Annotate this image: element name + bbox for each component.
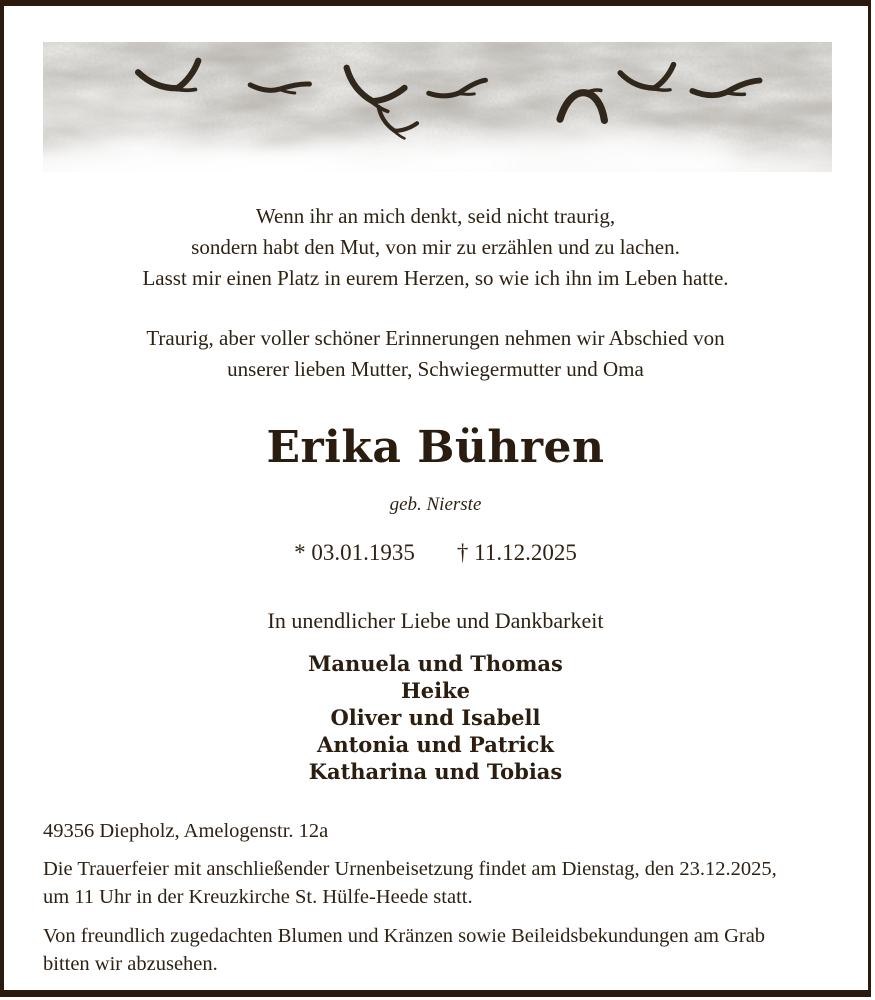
- funeral-info-line: Die Trauerfeier mit anschließender Urnenbeisetzung findet am Dienstag, den 23.12.2025,: [43, 858, 777, 880]
- death-date: † 11.12.2025: [456, 540, 577, 565]
- mourner-name: Oliver und Isabell: [330, 705, 541, 730]
- poem-line: Lasst mir einen Platz in eurem Herzen, so wie ich ihn im Leben hatte.: [142, 266, 729, 290]
- mourner-name: Manuela und Thomas: [308, 651, 563, 676]
- maiden-name: geb. Nierste: [389, 494, 482, 515]
- funeral-info-line: um 11 Uhr in der Kreuzkirche St. Hülfe-Heede statt.: [43, 886, 473, 908]
- flying-cranes-illustration: [43, 42, 832, 172]
- mourner-name: Heike: [400, 678, 471, 703]
- funeral-information: [43, 855, 855, 911]
- farewell-intro: [4, 323, 867, 385]
- intro-line: unserer lieben Mutter, Schwiegermutter und Oma: [227, 357, 644, 381]
- farewell-line: In unendlicher Liebe und Dankbarkeit: [267, 608, 604, 633]
- deceased-name: Erika Bühren: [266, 422, 605, 473]
- mourner-name: Katharina und Tobias: [308, 759, 563, 784]
- poem-line: Wenn ihr an mich denkt, seid nicht traurig,: [255, 204, 616, 228]
- cranes-sketch-svg: [43, 42, 832, 172]
- address-line: 49356 Diepholz, Amelogenstr. 12a: [43, 820, 329, 842]
- mourners-list: [4, 650, 867, 785]
- condolence-line: Von freundlich zugedachten Blumen und Kränzen sowie Beileidsbekundungen am Grab: [43, 925, 766, 947]
- condolence-note: [43, 922, 855, 978]
- poem-line: sondern habt den Mut, von mir zu erzählen und zu lachen.: [191, 235, 680, 259]
- mourner-name: Antonia und Patrick: [317, 732, 554, 757]
- memorial-poem: [4, 201, 867, 294]
- life-dates: [4, 540, 867, 566]
- condolence-line: bitten wir abzusehen.: [43, 953, 218, 975]
- birth-date: * 03.01.1935: [294, 540, 415, 565]
- intro-line: Traurig, aber voller schöner Erinnerungen nehmen wir Abschied von: [146, 326, 725, 350]
